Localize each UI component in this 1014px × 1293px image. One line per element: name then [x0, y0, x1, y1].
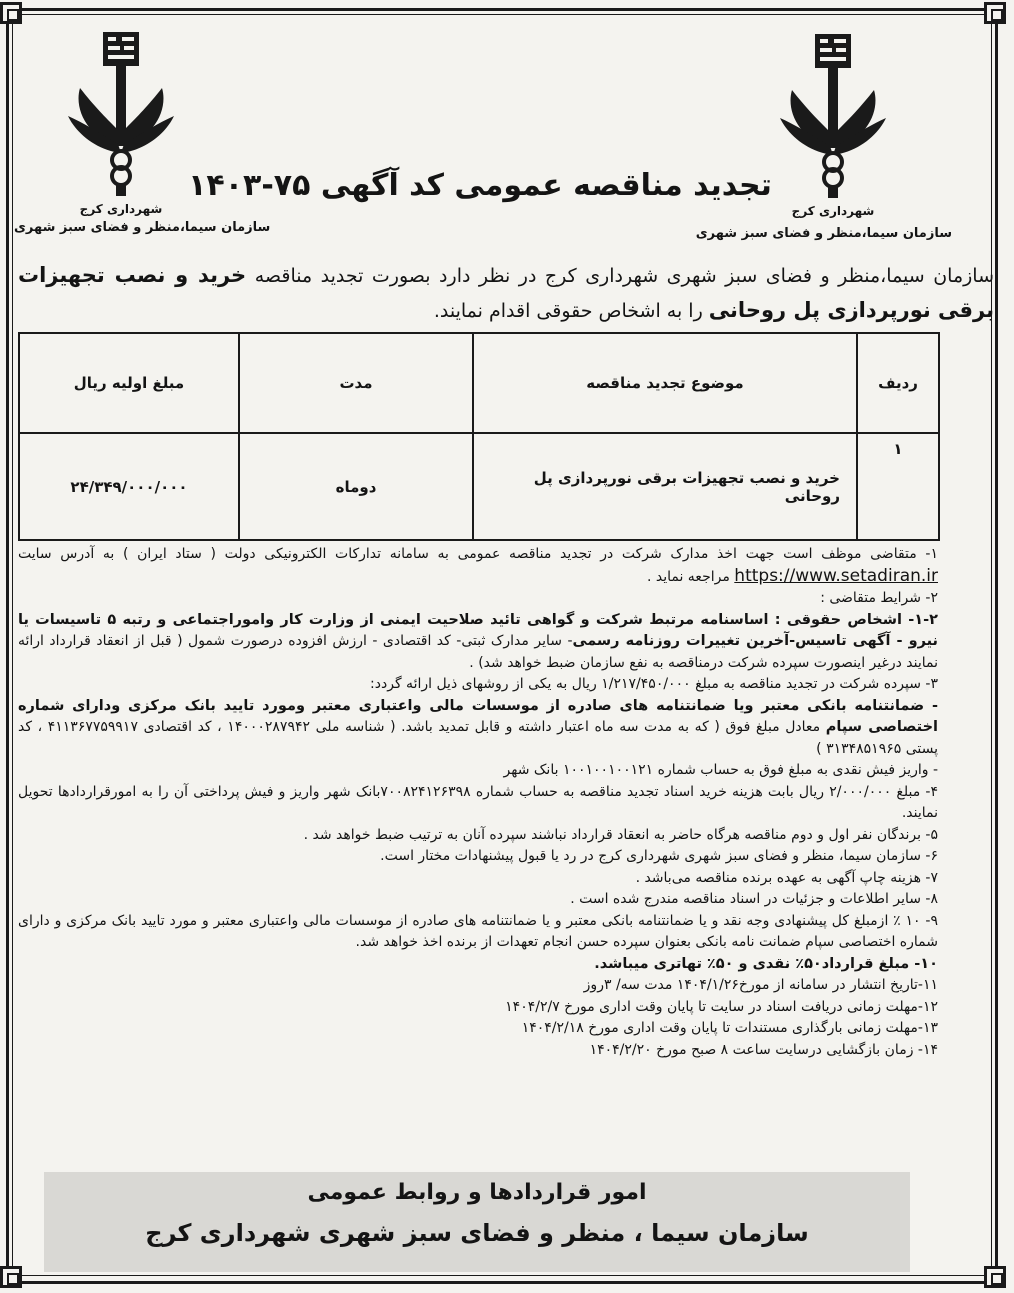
condition-3-a-text: معادل مبلغ فوق ( که به مدت سه ماه اعتبار داشته و قابل تمدید باشد. ( شناسه ملی ۱۴۰۰۰۲۸۷۹۴۲ ، کد اقتصادی ۴۱۱۳۶۷۷۵۹۹۱۷ ، کد پستی ۳۱۳۴۸۵۱۹۶۵ ): [18, 719, 938, 757]
footer-organization: سازمان سیما ، منظر و فضای سبز شهری شهرداری کرج: [145, 1219, 809, 1247]
footer-department: امور قراردادها و روابط عمومی: [307, 1180, 647, 1205]
col-header-amount: مبلغ اولیه ریال: [19, 333, 239, 433]
col-header-duration: مدت: [239, 333, 473, 433]
condition-14: ۱۴- زمان بازگشایی درسایت ساعت ۸ صبح مورخ ۱۴۰۴/۲/۲۰: [589, 1041, 938, 1058]
cell-duration: دوماه: [239, 433, 473, 540]
org-name-left: سازمان سیما،منظر و فضای سبز شهری: [14, 220, 271, 235]
condition-9: ۹- ۱۰ ٪ ازمبلغ کل پیشنهادی وجه نقد و یا ضمانتنامه بانکی معتبر و یا ضمانتنامه های صادره از موسسات مالی واعتباری معتبر و مورد تایید بانک مرکزی و دارای شماره اختصاصی سپام ضمانت نامه بانکی بعنوان سپرده حسن انجام تعهدات از برنده اخذ خواهد شد.: [18, 912, 938, 950]
intro-text-end: را به اشخاص حقوقی اقدام نمایند.: [433, 300, 709, 322]
notice-title: تجدید مناقصه عمومی کد آگهی ۷۵-۱۴۰۳: [188, 168, 772, 203]
intro-subject: خرید و نصب تجهیزات برقی نورپردازی پل روحانی: [18, 263, 994, 322]
corner-ornament: [0, 1266, 22, 1288]
condition-11: ۱۱-تاریخ انتشار در سامانه از مورخ۱۴۰۴/۱/۲۶ مدت سه/ ۳روز: [583, 977, 938, 993]
setadiran-link[interactable]: https://www.setadiran.ir: [734, 565, 938, 586]
intro-paragraph: [18, 258, 994, 328]
corner-ornament: [984, 1266, 1006, 1288]
condition-8: ۸- سایر اطلاعات و جزئیات در اسناد مناقصه مندرج شده است .: [570, 891, 938, 907]
condition-2-1-text: - سایر مدارک ثبتی- کد اقتصادی - ارزش افزوده درصورت شمول ( قبل از انعقاد قرارداد ارائه نمایند درغیر اینصورت سپرده شرکت درمناقصه به نفع سازمان ضبط خواهد شد) .: [18, 633, 938, 671]
condition-3: ۳- سپرده شرکت در تجدید مناقصه به مبلغ ۱/۲۱۷/۴۵۰/۰۰۰ ریال به یکی از روشهای ذیل ارائه گردد:: [370, 676, 938, 692]
col-header-row: ردیف: [857, 333, 939, 433]
condition-10: [18, 954, 938, 976]
condition-3-b: - واریز فیش نقدی به مبلغ فوق به حساب شماره ۱۰۰۱۰۰۱۰۰۱۲۱ بانک شهر: [503, 762, 938, 778]
condition-4: ۴- مبلغ ۲/۰۰۰/۰۰۰ ریال بابت هزینه خرید اسناد تجدید مناقصه به حساب شماره ۷۰۰۸۲۴۱۲۶۳۹۸بانک شهر واریز و فیش پرداختی آن را به امورقراردادها تحویل نمایند.: [18, 783, 939, 821]
condition-2: ۲- شرایط متقاضی :: [820, 590, 938, 606]
footer-signature-box: [44, 1172, 910, 1272]
corner-ornament: [0, 2, 22, 24]
condition-6: ۶- سازمان سیما، منظر و فضای سبز شهری شهرداری کرج در رد یا قبول پیشنهادات مختار است.: [380, 848, 938, 864]
condition-3-a-bold: - ضمانتنامه بانکی معتبر ویا ضمانتنامه های صادره از موسسات مالی واعتباری معتبر ومورد تایید بانک مرکزی ودارای شماره اختصاصی سپام: [18, 697, 938, 735]
condition-13: ۱۳-مهلت زمانی بارگذاری مستندات تا پایان وقت اداری مورخ ۱۴۰۴/۲/۱۸: [521, 1020, 938, 1036]
condition-1: [18, 544, 938, 588]
condition-2-1-bold: ۱-۲- اشخاص حقوقی : اساسنامه مرتبط شرکت و گواهی تائید صلاحیت ایمنی از وزارت کار واموراجتماعی و رتبه ۵ تاسیسات یا نیرو - آگهی تاسیس-آخرین تغییرات روزنامه رسمی: [18, 611, 938, 649]
logo-caption: شهرداری کرج: [79, 202, 163, 216]
table-row: [19, 433, 939, 540]
condition-5: ۵- برندگان نفر اول و دوم مناقصه هرگاه حاضر به انعقاد قرارداد نباشند سپرده آنان به ترتیب ضبط خواهد شد .: [303, 826, 938, 843]
logo-caption: شهرداری کرج: [791, 204, 875, 218]
condition-2-1: [18, 610, 938, 675]
condition-10-bold: ۱۰- مبلغ قرارداد۵۰٪ نقدی و ۵۰٪ تهاتری میباشد.: [594, 955, 938, 972]
condition-3-a: [18, 696, 938, 761]
condition-1-text: ۱- متقاضی موظف است جهت اخذ مدارک شرکت در تجدید مناقصه عمومی به سامانه تدارکات الکترونیکی دولت ( ستاد ایران ) به آدرس سایت: [18, 546, 938, 562]
col-header-subject: موضوع تجدید مناقصه: [473, 333, 857, 433]
cell-amount: ۲۴/۳۴۹/۰۰۰/۰۰۰: [19, 433, 239, 540]
intro-text: سازمان سیما،منظر و فضای سبز شهری شهرداری کرج در نظر دارد بصورت تجدید مناقصه: [246, 265, 995, 287]
condition-7: ۷- هزینه چاپ آگهی به عهده برنده مناقصه می‌باشد .: [635, 869, 938, 886]
org-name-right: سازمان سیما،منظر و فضای سبز شهری: [695, 226, 952, 241]
cell-subject: خرید و نصب تجهیزات برقی نورپردازی پل روحانی: [473, 433, 857, 540]
table-header-row: [19, 333, 939, 433]
tender-table: [18, 332, 940, 541]
condition-1-end: مراجعه نماید .: [646, 568, 730, 585]
conditions-list: [18, 544, 938, 1061]
corner-ornament: [984, 2, 1006, 24]
condition-12: ۱۲-مهلت زمانی دریافت اسناد در سایت تا پایان وقت اداری مورخ ۱۴۰۴/۲/۷: [505, 998, 938, 1015]
cell-row-number: ۱: [857, 433, 939, 540]
